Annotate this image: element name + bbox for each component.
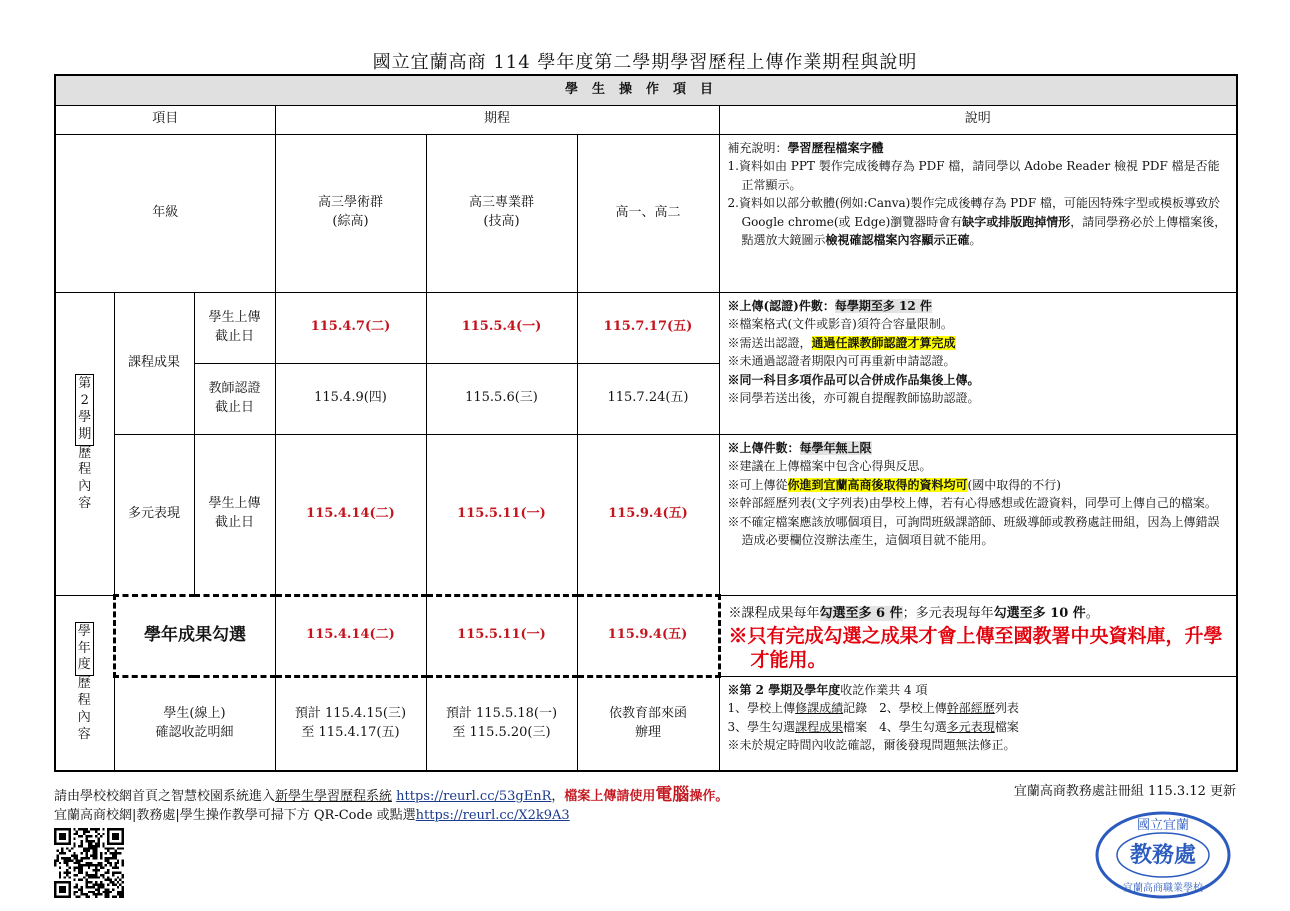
year-selection-notes	[719, 595, 1237, 676]
confirm-note-4: ※未於規定時間內收訖確認，爾後發現問題無法修正。	[727, 738, 1016, 753]
grade-b	[426, 134, 577, 292]
qr-code[interactable]	[54, 828, 124, 898]
course-results-label: 課程成果	[114, 292, 194, 434]
svg-text:教務處: 教務處	[1129, 842, 1197, 868]
col-header-desc: 說明	[719, 105, 1237, 134]
course-note-1: ※上傳(認證)件數：每學期至多 12 件	[727, 298, 932, 313]
course-notes	[719, 292, 1237, 434]
grade-b-line2: (技高)	[483, 214, 520, 229]
confirm-note-3: 3、學生勾選課程成果檔案 4、學生勾選多元表現檔案	[727, 719, 1019, 734]
system-name: 新學生學習歷程系統	[275, 789, 393, 804]
course-student-deadline-a: 115.4.7(二)	[275, 292, 426, 363]
footer-line-1: 請由學校校網首頁之智慧校園系統進入新學生學習歷程系統 https://reurl.cc/53gEnR，檔案上傳請使用電腦操作。	[54, 785, 729, 805]
font-notes-item1: 1.資料如由 PPT 製作完成後轉存為 PDF 檔，請同學以 Adobe Reader 檢視 PDF 檔是否能正常顯示。	[727, 159, 1220, 192]
page-title: 國立宜蘭高商 114 學年度第二學期學習歷程上傳作業期程與說明	[372, 52, 918, 73]
footer-line-2: 宜蘭高商校網|教務處|學生操作教學可掃下方 QR-Code 或點選https://reurl.cc/X2k9A3	[54, 808, 570, 823]
year-selection-deadline-a: 115.4.14(二)	[275, 595, 426, 676]
year-selection-label: 學年成果勾選	[114, 595, 275, 676]
year-selection-note-1: ※課程成果每年勾選至多 6 件；多元表現每年勾選至多 10 件。	[728, 605, 1099, 621]
tutorial-link[interactable]: https://reurl.cc/X2k9A3	[415, 808, 570, 823]
course-student-deadline-c: 115.7.17(五)	[577, 292, 719, 363]
svg-text:國立宜蘭: 國立宜蘭	[1136, 818, 1190, 833]
confirm-note-2: 1、學校上傳修課成績記錄 2、學校上傳幹部經歷列表	[727, 701, 1019, 716]
multi-note-2: ※建議在上傳檔案中包含心得與反思。	[727, 459, 932, 474]
multi-note-1: ※上傳件數：每學年無上限	[727, 440, 872, 455]
year-selection-deadline-c: 115.9.4(五)	[577, 595, 719, 676]
confirm-notes	[719, 676, 1237, 771]
multi-student-deadline-c: 115.9.4(五)	[577, 434, 719, 595]
course-note-2: ※檔案格式(文件或影音)須符合容量限制。	[727, 317, 953, 332]
svg-text:宜蘭高商職業學校: 宜蘭高商職業學校	[1123, 883, 1203, 894]
multi-student-deadline-b: 115.5.11(一)	[426, 434, 577, 595]
course-teacher-deadline-a: 115.4.9(四)	[275, 363, 426, 434]
grade-a-line2: (綜高)	[332, 214, 369, 229]
multi-note-3: ※可上傳從你進到宜蘭高商後取得的資料均可(國中取得的不行)	[727, 477, 1061, 492]
col-header-schedule: 期程	[275, 105, 719, 134]
multi-notes	[719, 434, 1237, 595]
office-seal	[1094, 810, 1232, 900]
multi-student-upload-deadline-label: 學生上傳截止日	[194, 434, 275, 595]
grade-b-line1: 高三專業群	[468, 195, 534, 211]
section-header: 學生操作項目	[55, 75, 1237, 105]
school-year-label: 學 年 度 歷 程 內 容	[55, 595, 114, 771]
multi-note-4: ※幹部經歷列表(文字列表)由學校上傳，若有心得感想或佐證資料，同學可上傳自己的檔案。	[727, 496, 1217, 511]
course-note-5: ※同一科目多項作品可以合併成作品集後上傳。	[727, 372, 980, 387]
font-notes-item2: 2.資料如以部分軟體(例如:Canva)製作完成後轉存為 PDF 檔，可能因特殊字型或模板導致於 Google chrome(或 Edge)瀏覽器時會有缺字或排版跑掉情形，請同學務必於上傳檔案後，點選放大鏡圖示檢視確認檔案內容顯示正確。	[727, 196, 1227, 248]
course-note-3: ※需送出認證，通過任課教師認證才算完成	[727, 335, 956, 350]
course-teacher-deadline-b: 115.5.6(三)	[426, 363, 577, 434]
system-link[interactable]: https://reurl.cc/53gEnR	[396, 789, 552, 804]
multi-performance-label: 多元表現	[114, 434, 194, 595]
update-note: 宜蘭高商教務處註冊組 115.3.12 更新	[1013, 784, 1236, 799]
grade-a	[275, 134, 426, 292]
grade-label: 年級	[55, 134, 275, 292]
course-teacher-deadline-c: 115.7.24(五)	[577, 363, 719, 434]
font-notes-intro: 補充說明：學習歷程檔案字體	[727, 140, 884, 155]
year-selection-deadline-b: 115.5.11(一)	[426, 595, 577, 676]
grade-a-line1: 高三學術群	[317, 195, 383, 211]
central-database-warning: ※只有完成勾選之成果才會上傳至國教署中央資料庫，升學才能用。	[728, 624, 1223, 672]
confirm-period-b: 預計 115.5.18(一) 至 115.5.20(三)	[426, 676, 577, 771]
semester-label: 第 2 學 期 歷 程 內 容	[55, 292, 114, 595]
multi-student-deadline-a: 115.4.14(二)	[275, 434, 426, 595]
col-header-item: 項目	[55, 105, 275, 134]
confirm-note-1: ※第 2 學期及學年度收訖作業共 4 項	[727, 682, 928, 697]
schedule-table	[54, 74, 1238, 772]
student-upload-deadline-label: 學生上傳截止日	[194, 292, 275, 363]
teacher-cert-deadline-label: 教師認證截止日	[194, 363, 275, 434]
multi-note-5: ※不確定檔案應該放哪個項目，可詢問班級課諮師、班級導師或教務處註冊組，因為上傳錯誤造成必要欄位沒辦法產生，這個項目就不能用。	[727, 514, 1220, 548]
confirm-period-c: 依教育部來函 辦理	[577, 676, 719, 771]
grade-c: 高一、高二	[577, 134, 719, 292]
font-notes	[719, 134, 1237, 292]
confirm-receipt-label: 學生(線上) 確認收訖明細	[114, 676, 275, 771]
course-student-deadline-b: 115.5.4(一)	[426, 292, 577, 363]
course-note-4: ※未通過認證者期限內可再重新申請認證。	[727, 354, 956, 369]
course-note-6: ※同學若送出後，亦可親自提醒教師協助認證。	[727, 391, 980, 406]
confirm-period-a: 預計 115.4.15(三) 至 115.4.17(五)	[275, 676, 426, 771]
